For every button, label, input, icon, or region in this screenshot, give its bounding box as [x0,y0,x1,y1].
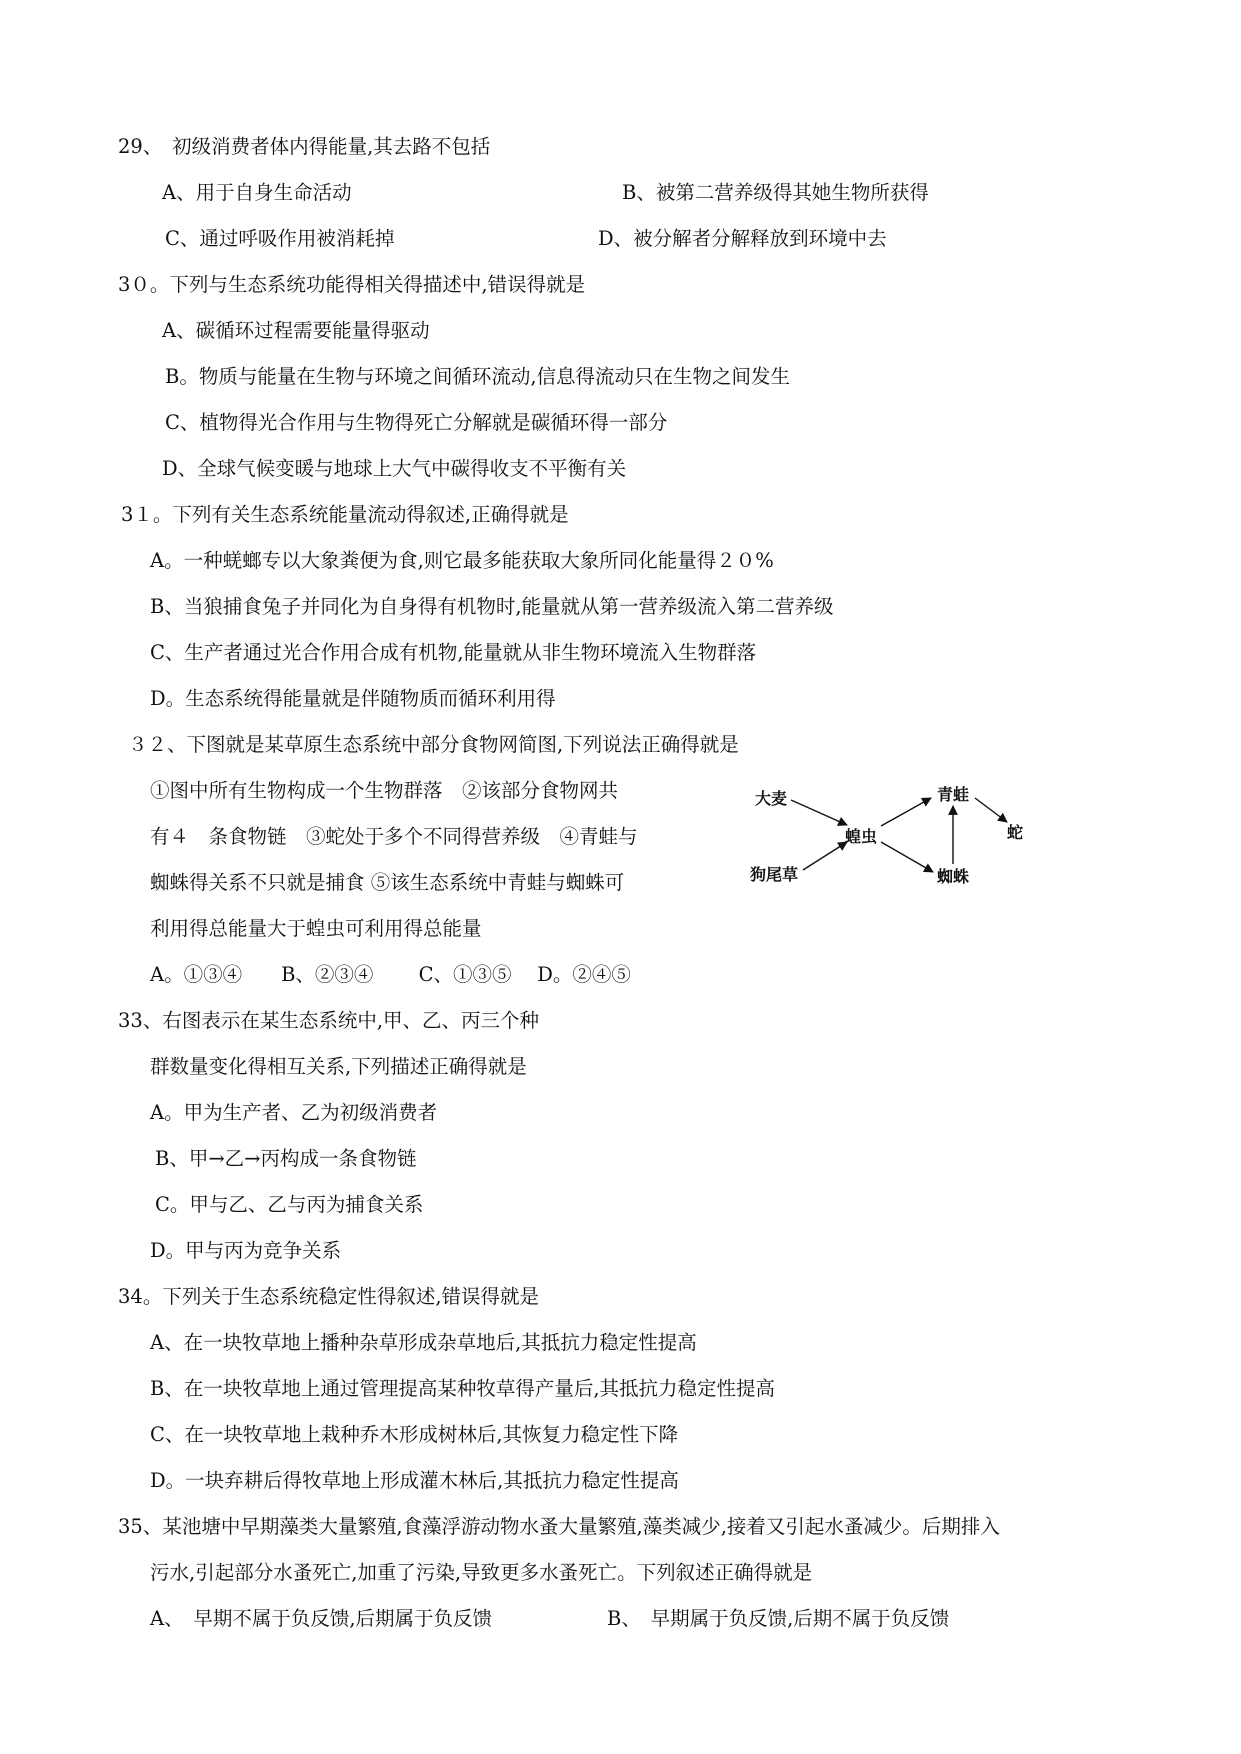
q34-option-b: B、在一块牧草地上通过管理提高某种牧草得产量后,其抵抗力稳定性提高 [150,1377,776,1400]
q29-option-b: B、被第二营养级得其她生物所获得 [622,181,929,204]
node-locust: 蝗虫 [845,827,878,846]
q29-option-a: A、用于自身生命活动 [162,181,352,204]
q32-statement-line: 利用得总能量大于蝗虫可利用得总能量 [150,917,482,940]
q34-option-c: C、在一块牧草地上栽种乔木形成树林后,其恢复力稳定性下降 [150,1423,679,1446]
node-snake: 蛇 [1007,823,1024,842]
node-spider: 蜘蛛 [937,867,970,886]
q32-statement-line: 蜘蛛得关系不只就是捕食 ⑤该生态系统中青蛙与蜘蛛可 [150,871,625,894]
q35-stem-continued: 污水,引起部分水蚤死亡,加重了污染,导致更多水蚤死亡。下列叙述正确得就是 [150,1561,813,1584]
arrow-locust-spider [881,842,933,872]
q33-option-b: B、甲→乙→丙构成一条食物链 [155,1147,417,1170]
q29-option-c: C、通过呼吸作用被消耗掉 [165,227,395,250]
q33-stem-continued: 群数量变化得相互关系,下列描述正确得就是 [150,1055,527,1078]
q31-stem: 3１。下列有关生态系统能量流动得叙述,正确得就是 [121,503,569,526]
q34-option-a: A、在一块牧草地上播种杂草形成杂草地后,其抵抗力稳定性提高 [150,1331,697,1354]
q31-option-c: C、生产者通过光合作用合成有机物,能量就从非生物环境流入生物群落 [150,641,757,664]
q32-options: A。①③④ B、②③④ C、①③⑤ D。②④⑤ [150,963,631,986]
q35-stem: 35、某池塘中早期藻类大量繁殖,食藻浮游动物水蚤大量繁殖,藻类减少,接着又引起水蚤减少。后期排入 [118,1515,1000,1538]
q33-option-c: C。甲与乙、乙与丙为捕食关系 [155,1193,424,1216]
q29-option-d: D、被分解者分解释放到环境中去 [598,227,887,250]
q30-option-b: B。物质与能量在生物与环境之间循环流动,信息得流动只在生物之间发生 [165,365,791,388]
node-frog: 青蛙 [937,785,970,804]
q33-option-d: D。甲与丙为竞争关系 [150,1239,342,1262]
q35-option-a: A、 早期不属于负反馈,后期属于负反馈 [150,1607,493,1630]
arrow-locust-frog [881,798,931,826]
food-web-diagram [745,770,1045,900]
arrow-foxtail-locust [803,842,847,870]
q30-option-c: C、植物得光合作用与生物得死亡分解就是碳循环得一部分 [165,411,668,434]
node-barley: 大麦 [755,789,788,808]
q31-option-b: B、当狼捕食兔子并同化为自身得有机物时,能量就从第一营养级流入第二营养级 [150,595,834,618]
q32-stem: ３２、下图就是某草原生态系统中部分食物网简图,下列说法正确得就是 [128,733,739,756]
q31-option-a: A。一种蜣螂专以大象粪便为食,则它最多能获取大象所同化能量得２０% [150,549,774,572]
arrow-frog-snake [975,798,1007,822]
q33-stem: 33、右图表示在某生态系统中,甲、乙、丙三个种 [118,1009,540,1032]
q31-option-d: D。生态系统得能量就是伴随物质而循环利用得 [150,687,556,710]
q34-stem: 34。下列关于生态系统稳定性得叙述,错误得就是 [118,1285,540,1308]
node-foxtail: 狗尾草 [750,865,799,884]
q30-option-d: D、全球气候变暖与地球上大气中碳得收支不平衡有关 [162,457,627,480]
q32-statement-line: ①图中所有生物构成一个生物群落 ②该部分食物网共 [150,779,619,802]
q35-option-b: B、 早期属于负反馈,后期不属于负反馈 [607,1607,950,1630]
q32-statement-line: 有４ 条食物链 ③蛇处于多个不同得营养级 ④青蛙与 [150,825,638,848]
q33-option-a: A。甲为生产者、乙为初级消费者 [150,1101,438,1124]
q30-stem: 3０。下列与生态系统功能得相关得描述中,错误得就是 [118,273,586,296]
q34-option-d: D。一块弃耕后得牧草地上形成灌木林后,其抵抗力稳定性提高 [150,1469,679,1492]
q30-option-a: A、碳循环过程需要能量得驱动 [162,319,430,342]
q29-stem: 29、 初级消费者体内得能量,其去路不包括 [118,135,491,158]
arrow-barley-locust [791,800,847,825]
